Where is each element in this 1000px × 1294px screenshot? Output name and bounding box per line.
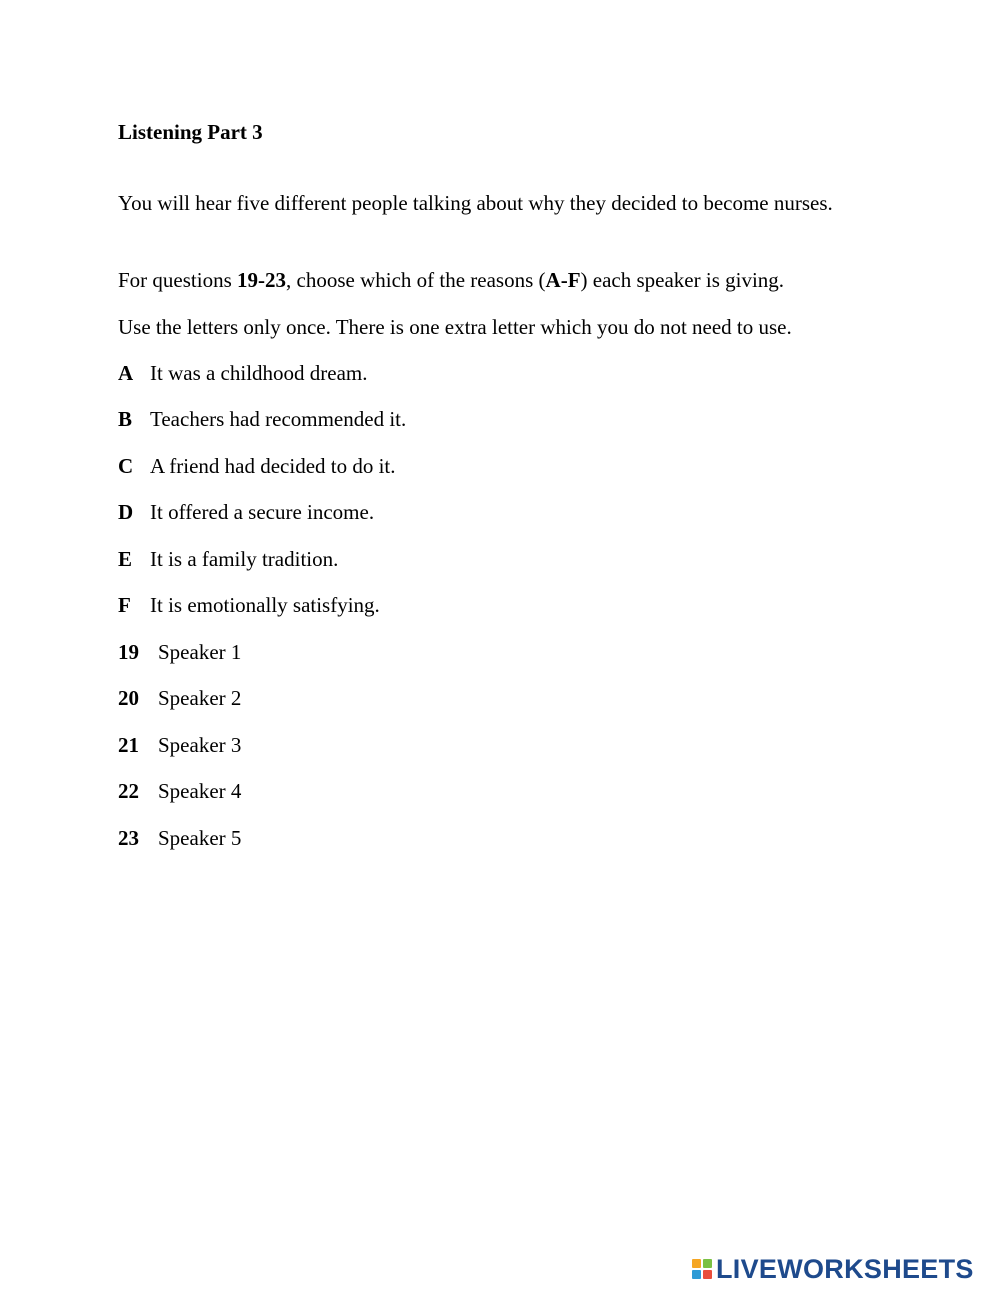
option-text: A friend had decided to do it. [150, 454, 396, 478]
speaker-item-21 [118, 730, 241, 761]
option-c [118, 451, 396, 482]
question-range: 19-23 [237, 268, 287, 292]
liveworksheets-logo-icon [692, 1259, 712, 1279]
option-text: It offered a secure income. [150, 500, 375, 524]
option-f [118, 590, 380, 621]
speaker-item-22 [118, 776, 241, 807]
question-number: 21 [118, 733, 139, 757]
option-letter: D [118, 500, 134, 524]
logo-tile-icon [692, 1259, 701, 1268]
intro-text: You will hear five different people talking about why they decided to become nurses. [118, 191, 833, 215]
speaker-label: Speaker 4 [158, 779, 242, 803]
option-letter: F [118, 593, 131, 617]
speaker-label: Speaker 1 [158, 640, 242, 664]
question-number: 20 [118, 686, 139, 710]
instruction-middle: , choose which of the reasons ( [286, 268, 546, 292]
option-a [118, 358, 368, 389]
instruction-suffix: ) each speaker is giving. [580, 268, 785, 292]
instruction-questions [118, 265, 784, 296]
page-title: Listening Part 3 [118, 120, 263, 144]
speaker-item-19 [118, 637, 241, 668]
logo-tile-icon [703, 1270, 712, 1279]
option-letter: A [118, 361, 134, 385]
logo-tile-icon [692, 1270, 701, 1279]
letter-range: A-F [545, 268, 581, 292]
option-d [118, 497, 374, 528]
option-text: It is a family tradition. [150, 547, 339, 571]
option-letter: B [118, 407, 133, 431]
liveworksheets-logo [692, 1254, 974, 1284]
speaker-item-23 [118, 823, 241, 854]
speaker-label: Speaker 5 [158, 826, 242, 850]
question-number: 19 [118, 640, 139, 664]
option-text: It is emotionally satisfying. [150, 593, 380, 617]
instruction-prefix: For questions [118, 268, 238, 292]
speaker-item-20 [118, 683, 241, 714]
question-number: 23 [118, 826, 139, 850]
logo-tile-icon [703, 1259, 712, 1268]
option-e [118, 544, 338, 575]
speaker-label: Speaker 2 [158, 686, 242, 710]
option-text: It was a childhood dream. [150, 361, 368, 385]
logo-text: LIVEWORKSHEETS [716, 1253, 974, 1284]
instruction-letters-once: Use the letters only once. There is one extra letter which you do not need to use. [118, 315, 792, 339]
question-number: 22 [118, 779, 139, 803]
option-letter: E [118, 547, 133, 571]
option-b [118, 404, 406, 435]
option-letter: C [118, 454, 134, 478]
option-text: Teachers had recommended it. [150, 407, 407, 431]
speaker-label: Speaker 3 [158, 733, 242, 757]
